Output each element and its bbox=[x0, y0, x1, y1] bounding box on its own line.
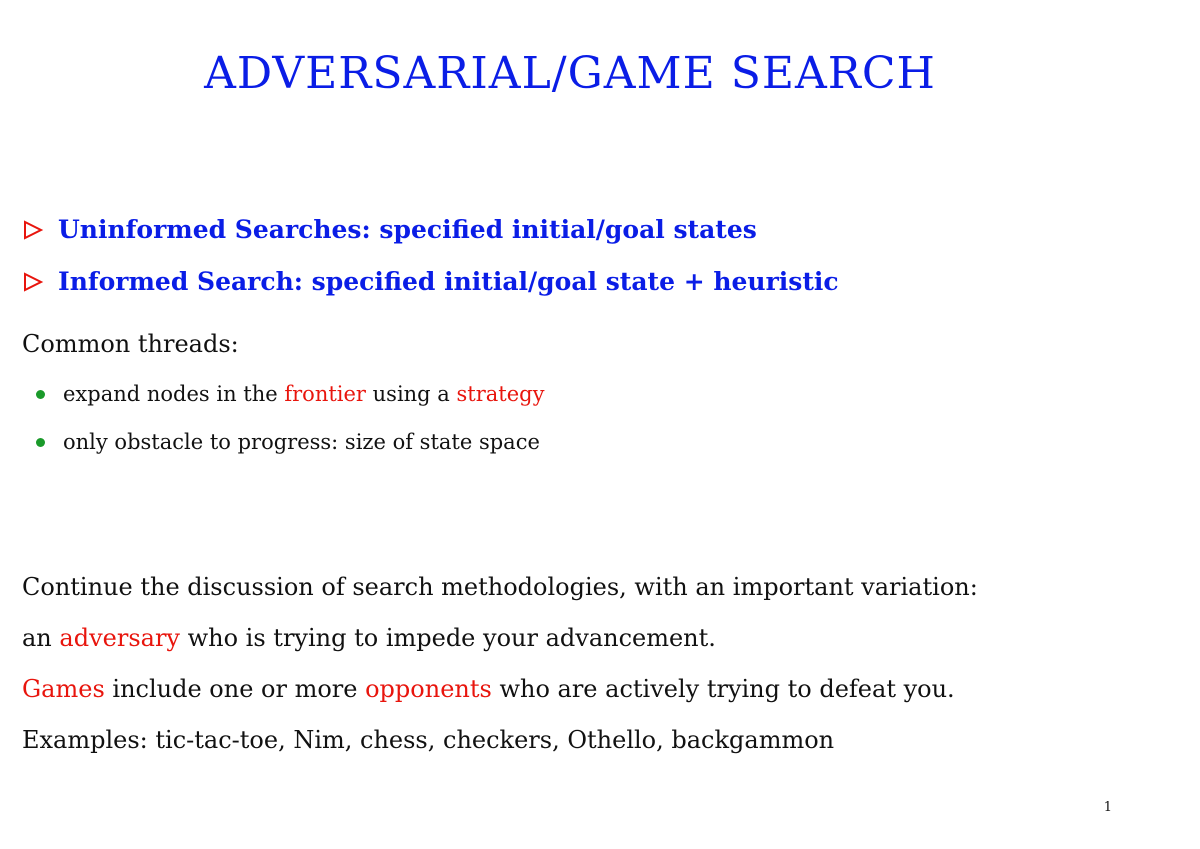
paragraph-2 bbox=[22, 624, 716, 652]
heading-text: Informed Search: specified initial/goal state + heuristic bbox=[58, 267, 839, 296]
thread-text: only obstacle to progress: size of state space bbox=[63, 430, 540, 454]
paragraph-4: Examples: tic-tac-toe, Nim, chess, checkers, Othello, backgammon bbox=[22, 726, 835, 754]
bullet-dot-icon bbox=[36, 438, 45, 447]
text-part: who are actively trying to defeat you. bbox=[491, 675, 955, 703]
slide-title: ADVERSARIAL/GAME SEARCH bbox=[204, 48, 936, 99]
adversary-term: adversary bbox=[59, 624, 180, 652]
text-part: an bbox=[22, 624, 60, 652]
thread-text bbox=[63, 382, 544, 406]
triangle-bullet-icon bbox=[22, 271, 44, 293]
heading-uninformed bbox=[22, 215, 757, 244]
text-part: using a bbox=[365, 382, 457, 406]
common-threads-label: Common threads: bbox=[22, 330, 239, 358]
paragraph-1: Continue the discussion of search methodologies, with an important variation: bbox=[22, 573, 978, 601]
text-part: include one or more bbox=[104, 675, 366, 703]
triangle-bullet-icon bbox=[22, 219, 44, 241]
opponents-term: opponents bbox=[365, 675, 492, 703]
thread-item-1 bbox=[36, 382, 544, 406]
text-part: who is trying to impede your advancement. bbox=[179, 624, 716, 652]
heading-text: Uninformed Searches: specified initial/goal states bbox=[58, 215, 757, 244]
bullet-dot-icon bbox=[36, 390, 45, 399]
paragraph-3 bbox=[22, 675, 955, 703]
strategy-term: strategy bbox=[456, 382, 545, 406]
page-number: 1 bbox=[1103, 800, 1112, 815]
text-part: expand nodes in the bbox=[63, 382, 285, 406]
games-term: Games bbox=[22, 675, 105, 703]
thread-item-2 bbox=[36, 430, 540, 454]
frontier-term: frontier bbox=[284, 382, 366, 406]
heading-informed bbox=[22, 267, 839, 296]
